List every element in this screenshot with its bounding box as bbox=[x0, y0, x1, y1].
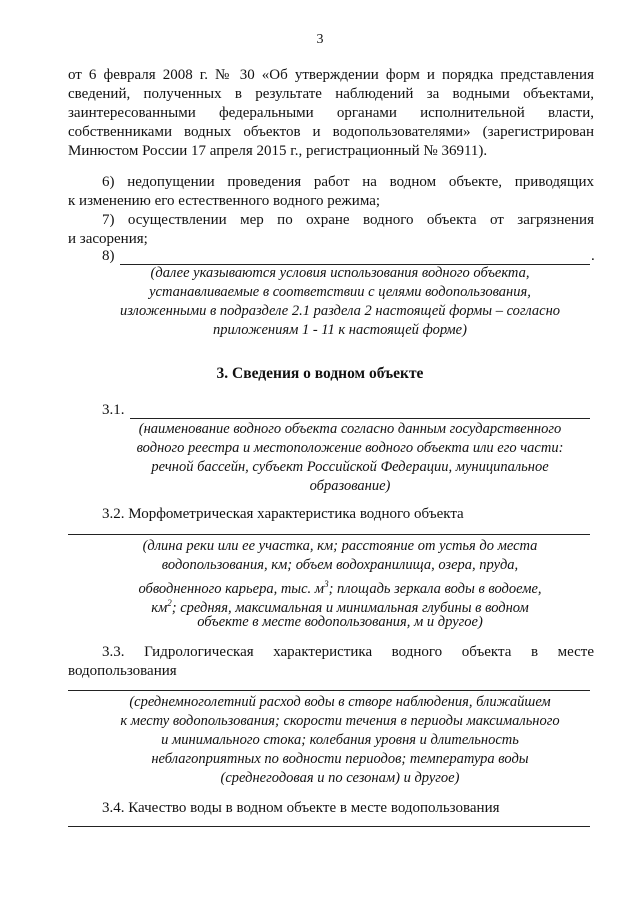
intro-line: сведений, полученных в результате наблюдений за водными объектами, bbox=[68, 86, 594, 102]
section-3-3-note: неблагоприятных по водности периодов; температура воды bbox=[151, 751, 529, 767]
section-3-3-note: и минимального стока; колебания уровня и длительность bbox=[161, 732, 519, 748]
section-3-1-fill-line bbox=[130, 418, 590, 419]
section-3-2-note: обводненного карьера, тыс. $м^3$; площадь зеркала воды в водоеме, bbox=[138, 579, 542, 597]
section-3-1-note: (наименование водного объекта согласно данным государственного bbox=[138, 421, 562, 437]
section-3-3-note: (среднегодовая и по сезонам) и другое) bbox=[220, 770, 460, 786]
superscript-squared: 2 bbox=[167, 598, 172, 608]
intro-line: собственниками водных объектов и водопользователями» (зарегистрирован bbox=[68, 124, 594, 140]
intro-line: от 6 февраля 2008 г. № 30 «Об утверждении форм и порядка представления bbox=[68, 67, 594, 83]
item-6-line: к изменению его естественного водного режима; bbox=[68, 193, 381, 209]
section-3-2-note: (длина реки или ее участка, км; расстояние от устья до места bbox=[142, 538, 538, 554]
section-title: 3. Сведения о водном объекте bbox=[216, 365, 424, 382]
item-7-line: 7) осуществлении мер по охране водного объекта от загрязнения bbox=[102, 212, 594, 228]
section-3-3-title: 3.3. Гидрологическая характеристика водного объекта в месте bbox=[102, 644, 594, 660]
section-3-2-note: объекте в месте водопользования, м и другое) bbox=[197, 614, 483, 630]
section-3-2-title: 3.2. Морфометрическая характеристика водного объекта bbox=[102, 506, 464, 522]
section-3-3-fill-line bbox=[68, 690, 590, 691]
item-8-note: устанавливаемые в соответствии с целями водопользования, bbox=[149, 284, 531, 300]
section-3-1-note: образование) bbox=[309, 478, 391, 494]
intro-line: Минюстом России 17 апреля 2015 г., регистрационный № 36911). bbox=[68, 143, 488, 159]
page-number: 3 bbox=[316, 32, 324, 47]
section-3-4-fill-line bbox=[68, 826, 590, 827]
item-8-note: (далее указываются условия использования водного объекта, bbox=[150, 265, 530, 281]
superscript-cubed: 3 bbox=[324, 579, 329, 589]
section-3-3-note: к месту водопользования; скорости течения в периоды максимального bbox=[120, 713, 560, 729]
item-8-end: . bbox=[591, 248, 595, 264]
item-8-note: приложениям 1 - 11 к настоящей форме) bbox=[213, 322, 467, 338]
item-8-note: изложенными в подразделе 2.1 раздела 2 настоящей формы – согласно bbox=[119, 303, 561, 319]
section-3-2-fill-line bbox=[68, 534, 590, 535]
item-7-line: и засорения; bbox=[68, 231, 148, 247]
section-3-3-note: (среднемноголетний расход воды в створе наблюдения, ближайшем bbox=[129, 694, 551, 710]
section-3-2-note: $км^2$; средняя, максимальная и минимальная глубины в водном bbox=[151, 598, 529, 616]
intro-line: заинтересованными федеральными органами исполнительной власти, bbox=[68, 105, 594, 121]
section-3-1-note: речной бассейн, субъект Российской Федерации, муниципальное bbox=[151, 459, 549, 475]
section-3-4-title: 3.4. Качество воды в водном объекте в месте водопользования bbox=[102, 800, 500, 816]
section-3-1-label: 3.1. bbox=[102, 402, 125, 418]
section-3-3-title: водопользования bbox=[68, 663, 177, 679]
section-3-2-note: водопользования, км; объем водохранилища, озера, пруда, bbox=[161, 557, 519, 573]
item-6-line: 6) недопущении проведения работ на водном объекте, приводящих bbox=[102, 174, 594, 190]
section-3-1-note: водного реестра и местоположение водного объекта или его части: bbox=[136, 440, 564, 456]
item-8-label: 8) bbox=[102, 248, 115, 264]
